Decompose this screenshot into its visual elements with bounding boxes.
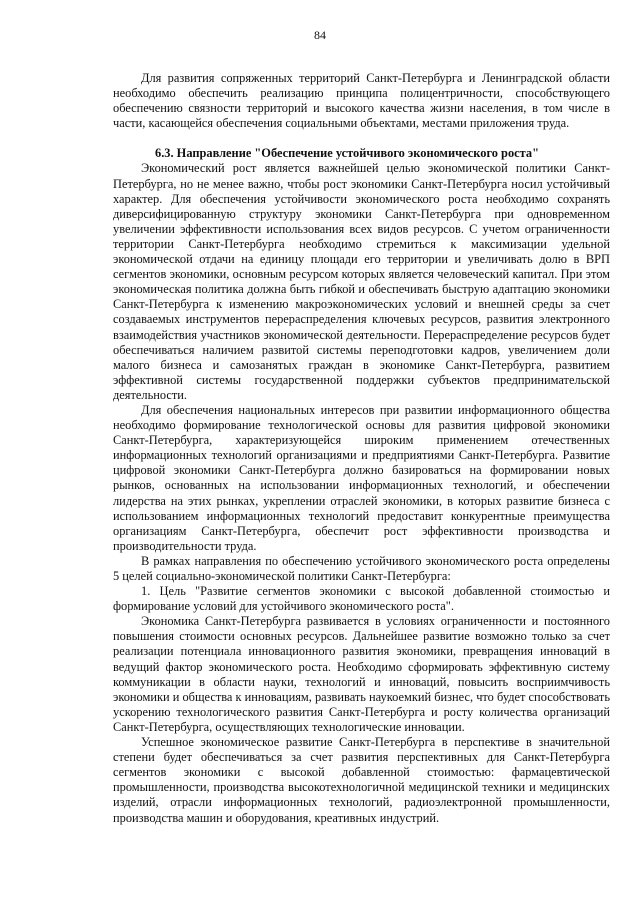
section-heading: 6.3. Направление "Обеспечение устойчивого экономического роста" bbox=[155, 146, 539, 161]
paragraph-digital-economy: Для обеспечения национальных интересов при развитии информационного общества необходимо формирование технологической основы для развития цифровой экономики Санкт-Петербурга, характеризующейся широким применением отечественных информационных технологий организациями и предприятиями Санкт-Петербурга. Развитие цифровой экономики Санкт-Петербурга должно базироваться на формировании новых рынков, основанных на использовании информационных технологий, и обеспечении лидерства на этих рынках, укреплении отраслей экономики, в которых развитие бизнеса с использованием информационных технологий предоставит конкурентные преимущества организациям Санкт-Петербурга, обеспечит рост эффективности производства и производительности труда. bbox=[113, 402, 610, 553]
paragraph-innovation: Экономика Санкт-Петербурга развивается в условиях ограниченности и постоянного повышения стоимости основных ресурсов. Дальнейшее развитие возможно только за счет реализации потенциала инновационного развития экономики, превращения инноваций в ведущий фактор экономического роста. Необходимо сформировать эффективную систему коммуникации в области науки, технологий и инноваций, повысить восприимчивость экономики и общества к инновациям, развивать наукоемкий бизнес, что будет способствовать ускорению технологического развития Санкт-Петербурга и росту количества организаций Санкт-Петербурга, осуществляющих технологические инновации. bbox=[113, 614, 610, 734]
paragraph-sectors: Успешное экономическое развитие Санкт-Петербурга в перспективе в значительной степени будет обеспечиваться за счет развития перспективных для Санкт-Петербурга сегментов экономики с высокой добавленной стоимостью: фармацевтической промышленности, производства высокотехнологичной медицинской техники и медицинских изделий, отрасли информационных технологий, радиоэлектронной промышленности, производства машин и оборудования, креативных индустрий. bbox=[113, 735, 610, 825]
paragraph-goal-1: 1. Цель "Развитие сегментов экономики с высокой добавленной стоимостью и формирование условий для устойчивого экономического роста". bbox=[113, 584, 610, 614]
document-body bbox=[113, 71, 610, 826]
paragraph-goals-intro: В рамках направления по обеспечению устойчивого экономического роста определены 5 целей социально-экономической политики Санкт-Петербурга: bbox=[113, 553, 610, 583]
paragraph-economic-growth: Экономический рост является важнейшей целью экономической политики Санкт-Петербурга, но не менее важно, чтобы рост экономики Санкт-Петербурга носил устойчивый характер. Для обеспечения устойчивости экономического роста необходимо сохранять диверсифицированную структуру экономики Санкт-Петербурга при одновременном увеличении эффективности использования всех видов ресурсов. С учетом ограниченности территории Санкт-Петербурга необходимо стремиться к максимизации удельной экономической отдачи на единицу площади его территории и увеличивать долю в ВРП сегментов экономики, основным ресурсом которых является человеческий капитал. При этом экономическая политика должна быть гибкой и обеспечивать быструю адаптацию экономики Санкт-Петербурга к изменению макроэкономических условий и внешней среды за счет создаваемых инструментов перераспределения ключевых ресурсов, развития электронного взаимодействия участников экономической деятельности. Перераспределение ресурсов будет обеспечиваться наличием развитой системы переподготовки кадров, увеличением доли малого бизнеса и самозанятых граждан в экономике Санкт-Петербурга, развитием эффективной системы государственной поддержки субъектов предпринимательской деятельности. bbox=[113, 161, 610, 402]
intro-paragraph: Для развития сопряженных территорий Санкт-Петербурга и Ленинградской области необходимо обеспечить реализацию принципа полицентричности, способствующего обеспечению связности территорий и высокого качества жизни населения, в том числе в части, касающейся обеспечения социальными объектами, местами приложения труда. bbox=[113, 71, 610, 131]
page-number: 84 bbox=[314, 28, 326, 42]
